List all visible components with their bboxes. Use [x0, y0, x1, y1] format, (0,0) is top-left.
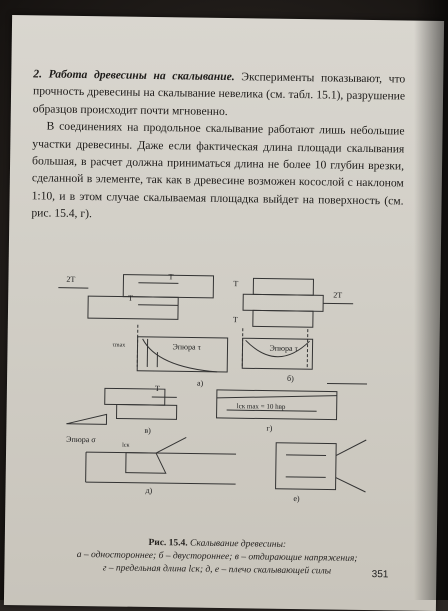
page-number: 351: [372, 569, 389, 580]
label-fig-v: в): [144, 426, 151, 435]
label-2t-right: 2T: [333, 291, 342, 300]
body-text: [31, 65, 405, 227]
label-epure-sigma: Эпюра σ: [66, 435, 96, 444]
label-fig-d: д): [145, 486, 152, 495]
shadow-overlay: [414, 0, 448, 600]
label-t-b1: T: [233, 279, 238, 288]
label-2t-left: 2T: [66, 275, 75, 284]
figure-15-4: [26, 265, 409, 490]
label-l-sk-d: lск: [122, 443, 129, 449]
caption-line-3: г – предельная длина lск; д, е – плечо скалывающей силы: [24, 561, 409, 579]
label-t-b2: T: [233, 315, 238, 324]
label-fig-g: г): [266, 424, 272, 433]
paragraph-1: [33, 65, 406, 122]
diagram-v: [66, 388, 176, 426]
diagram-a: [57, 274, 228, 372]
diagram-g: [217, 382, 367, 420]
caption-title: Рис. 15.4.: [148, 538, 187, 549]
diagram-e: [276, 439, 367, 492]
label-epure-tau-a: Эпюра τ: [172, 342, 201, 351]
label-l-formula: lск max = 10 hвр: [237, 402, 286, 411]
label-t-a1: T: [168, 272, 173, 281]
paragraph-2: В соединениях на продольное скалывание работают лишь небольшие участки древесины. Даже если фактическая длина площади скалывания большая, в расчет должна приниматься длина не более 10 глубин врезки, сделанной в элементе, так как в древесине возможен косослой с наклоном 1:10, и в этом случае скалываемая площадка выйдет на поверхность (см. рис. 15.4, г).: [31, 118, 404, 228]
diagram-d: [86, 436, 237, 484]
label-epure-tau-b: Эпюра τ: [269, 344, 298, 353]
label-fig-e: е): [293, 494, 300, 503]
caption-line-2: а – одностороннее; б – двустороннее; в – отдирающие напряжения;: [25, 548, 410, 566]
label-tau-max-a: τmax: [112, 342, 125, 348]
label-t-v: T: [155, 384, 160, 393]
caption-title-rest: Скалывание древесины:: [188, 539, 287, 550]
label-t-a2: T: [128, 294, 133, 303]
section-heading: 2. Работа древесины на скалывание.: [33, 67, 235, 83]
figure-drawing: [26, 265, 409, 490]
book-page: [4, 15, 444, 611]
paragraph-1-text: Эксперименты показывают, что прочность древесины на скалывание невелика (см. табл. 15.1), разрушение образцов происходит почти мгновенно.: [33, 70, 406, 118]
label-fig-b: б): [287, 374, 294, 383]
figure-caption: [24, 535, 410, 579]
label-fig-a: а): [197, 379, 204, 388]
